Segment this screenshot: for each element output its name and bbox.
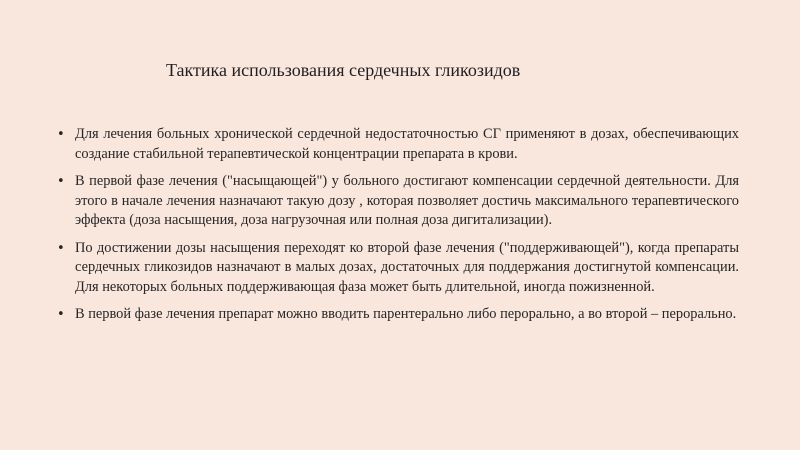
bullet-text: В первой фазе лечения ("насыщающей") у больного достигают компенсации сердечной деятельности. Для этого в начале лечения назначают такую дозу , которая позволяет достичь максимального терапевтического эффекта (доза насыщения, доза нагрузочная или полная доза дигитализации).	[75, 173, 739, 228]
bullet-text: По достижении дозы насыщения переходят ко второй фазе лечения ("поддерживающей"), когда препараты сердечных гликозидов назначают в малых дозах, достаточных для поддержания достигнутой компенсации. Для некоторых больных поддерживающая фаза может быть длительной, иногда пожизненной.	[75, 239, 739, 295]
slide-title: Тактика использования сердечных гликозидов	[166, 60, 521, 80]
bullet-dot-icon: •	[57, 174, 65, 189]
bullet-list	[57, 125, 739, 333]
bullet-dot-icon: •	[57, 240, 65, 256]
bullet-text: Для лечения больных хронической сердечной недостаточностью СГ применяют в дозах, обеспечивающих создание стабильной терапевтической концентрации препарата в крови.	[75, 126, 739, 162]
bullet-item	[57, 239, 739, 298]
bullet-item	[57, 305, 739, 325]
bullet-text: В первой фазе лечения препарат можно вводить парентерально либо перорально, а во второй – перорально.	[75, 306, 737, 322]
bullet-dot-icon: •	[57, 307, 65, 322]
bullet-dot-icon: •	[57, 127, 65, 142]
bullet-item	[57, 172, 739, 231]
bullet-item	[57, 125, 739, 164]
